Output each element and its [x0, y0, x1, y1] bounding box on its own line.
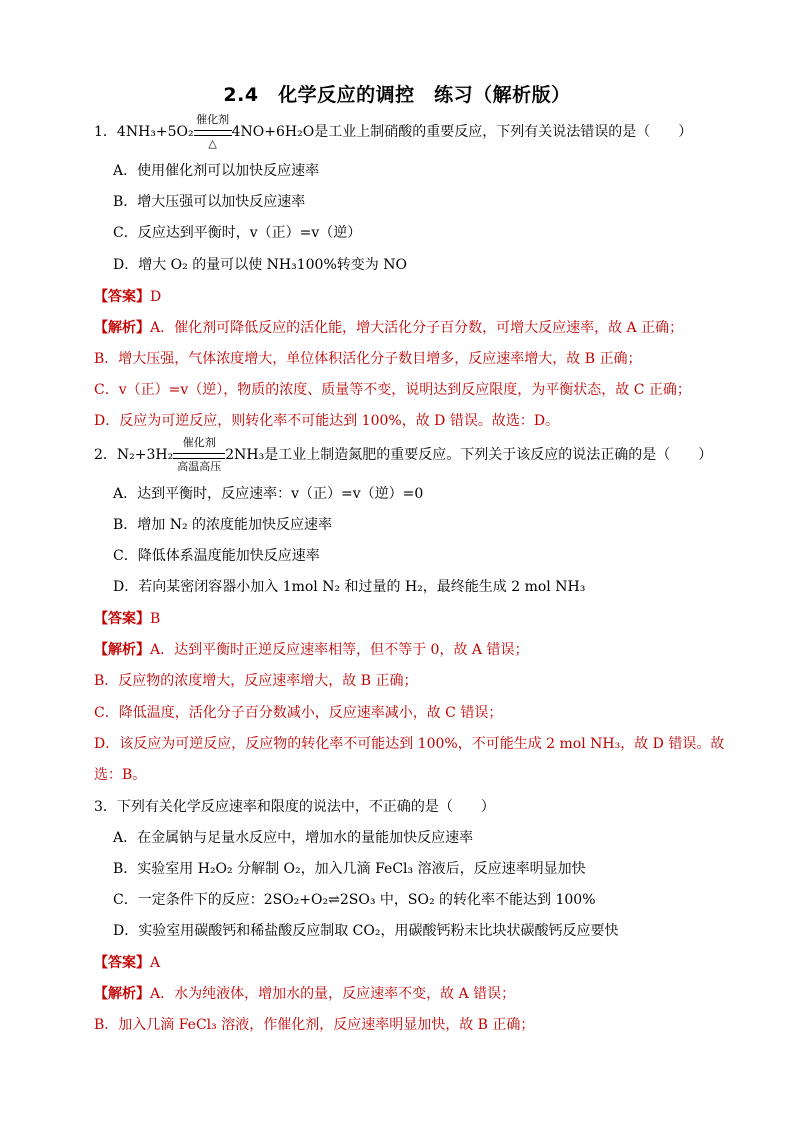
option-d: D．实验室用碳酸钙和稀盐酸反应制取 CO₂，用碳酸钙粉末比块状碳酸钙反应要快: [113, 923, 619, 939]
analysis-text: A．水为纯液体，增加水的量，反应速率不变，故 A 错误；: [150, 986, 516, 1002]
analysis-line: C．降低温度，活化分子百分数减小，反应速率减小，故 C 错误；: [94, 705, 503, 721]
document-title: 2.4 化学反应的调控 练习（解析版）: [223, 84, 571, 106]
option-a: A．使用催化剂可以加快反应速率: [113, 163, 320, 179]
analysis-tag: 【解析】: [94, 986, 150, 1002]
answer-line: [94, 287, 161, 307]
analysis-line: B．加入几滴 FeCl₃ 溶液，作催化剂，反应速率明显加快，故 B 正确；: [94, 1017, 535, 1033]
question-text: 是工业上制造氮肥的重要反应。下列关于该反应的说法正确的是（ ）: [264, 447, 713, 463]
answer-line: [94, 953, 160, 973]
option-c: C．降低体系温度能加快反应速率: [113, 548, 320, 564]
option-b: B．实验室用 H₂O₂ 分解制 O₂，加入几滴 FeCl₃ 溶液后，反应速率明显加快: [113, 861, 586, 877]
catalyst-label: 催化剂: [182, 436, 216, 449]
analysis-text: A．催化剂可降低反应的活化能，增大活化分子百分数，可增大反应速率，故 A 正确；: [150, 320, 684, 336]
equation-products: 4NO+6H₂O: [231, 124, 315, 140]
analysis-line: [94, 318, 683, 338]
answer-tag: 【答案】: [94, 289, 150, 305]
answer-tag: 【答案】: [94, 955, 150, 971]
condition-label: △: [208, 137, 217, 150]
question-text: 下列有关化学反应速率和限度的说法中，不正确的是（ ）: [116, 799, 495, 815]
option-a: A．在金属钠与足量水反应中，增加水的量能加快反应速率: [113, 830, 474, 846]
question-number: 2．: [94, 447, 117, 463]
condition-label: 高温高压: [177, 460, 222, 473]
option-c: C．一定条件下的反应：2SO₂+O₂⇌2SO₃ 中，SO₂ 的转化率不能达到 100%: [113, 892, 596, 908]
analysis-line: C．v（正）=v（逆），物质的浓度、质量等不变，说明达到反应限度，为平衡状态，故 C 正确；: [94, 382, 691, 398]
option-a: A．达到平衡时，反应速率：v（正）=v（逆）=0: [113, 486, 424, 502]
analysis-line: [94, 640, 528, 660]
catalyst-label: 催化剂: [196, 113, 230, 126]
option-c: C．反应达到平衡时，v（正）=v（逆）: [113, 225, 362, 241]
option-d: D．若向某密闭容器小加入 1mol N₂ 和过量的 H₂，最终能生成 2 mol NH₃: [113, 579, 586, 595]
equation-reactants: 4NH₃+5O₂: [116, 124, 194, 140]
analysis-line: D．反应为可逆反应，则转化率不可能达到 100%，故 D 错误。故选：D。: [94, 413, 560, 429]
analysis-line: 选：B。: [94, 767, 147, 783]
answer-value: B: [150, 611, 161, 627]
analysis-line: D．该反应为可逆反应，反应物的转化率不可能达到 100%，不可能生成 2 mol NH₃，故 D 错误。故: [94, 736, 725, 752]
analysis-tag: 【解析】: [94, 642, 150, 658]
question-2-stem: [94, 436, 713, 473]
question-1-stem: [94, 113, 693, 150]
reaction-arrow: [173, 436, 225, 473]
option-d: D．增大 O₂ 的量可以使 NH₃100%转变为 NO: [113, 257, 407, 273]
answer-tag: 【答案】: [94, 611, 150, 627]
question-text: 是工业上制硝酸的重要反应，下列有关说法错误的是（ ）: [314, 124, 693, 140]
analysis-text: A．达到平衡时正逆反应速率相等，但不等于 0，故 A 错误；: [150, 642, 529, 658]
analysis-tag: 【解析】: [94, 320, 150, 336]
question-number: 1．: [94, 124, 117, 140]
option-b: B．增大压强可以加快反应速率: [113, 194, 306, 210]
question-3-stem: [94, 797, 495, 817]
answer-line: [94, 609, 160, 629]
equation-products: 2NH₃: [225, 447, 265, 463]
equation-reactants: N₂+3H₂: [116, 447, 174, 463]
answer-value: A: [150, 955, 161, 971]
analysis-line: B．增大压强，气体浓度增大，单位体积活化分子数目增多，反应速率增大，故 B 正确；: [94, 351, 642, 367]
question-number: 3．: [94, 799, 117, 815]
reaction-arrow: [194, 113, 232, 150]
option-b: B．增加 N₂ 的浓度能加快反应速率: [113, 517, 333, 533]
analysis-line: B．反应物的浓度增大，反应速率增大，故 B 正确；: [94, 673, 418, 689]
analysis-line: [94, 984, 515, 1004]
answer-value: D: [150, 289, 162, 305]
